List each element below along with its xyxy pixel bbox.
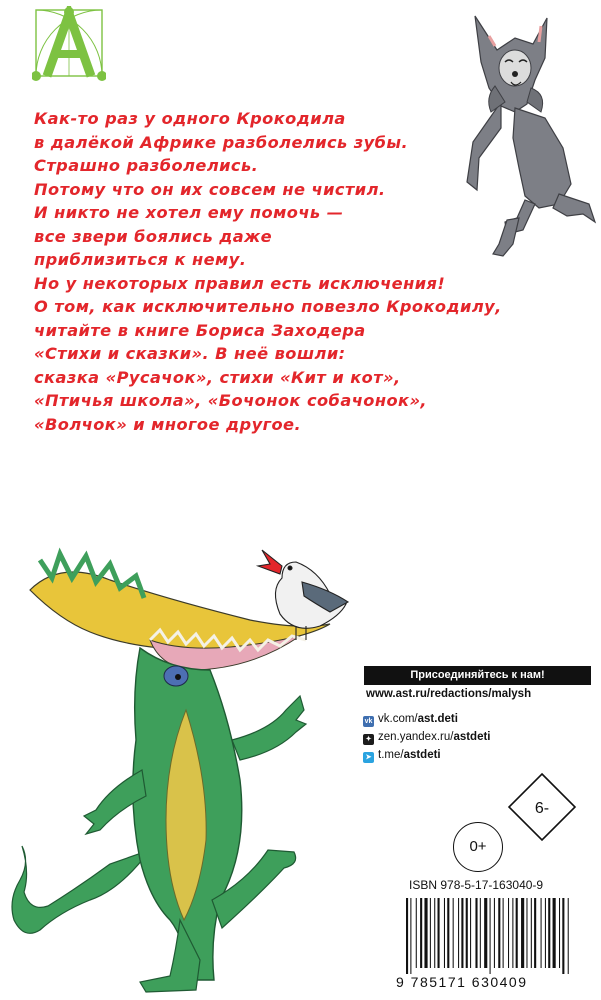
barcode-stripe xyxy=(548,898,550,968)
barcode-stripe xyxy=(406,898,408,974)
blurb-line: читайте в книге Бориса Заходера xyxy=(34,320,366,340)
barcode-stripe xyxy=(526,898,527,968)
barcode-stripe xyxy=(420,898,422,968)
vk-icon: vk xyxy=(364,718,373,725)
barcode-stripe xyxy=(534,898,536,968)
blurb-line: все звери боялись даже xyxy=(34,226,273,246)
social-handle: ast.deti xyxy=(417,713,458,725)
publisher-website-link[interactable]: www.ast.ru/redactions/malysh xyxy=(366,688,532,700)
barcode-stripe xyxy=(512,898,513,968)
barcode-stripe xyxy=(568,898,569,974)
barcode-stripe xyxy=(444,898,445,968)
social-prefix: zen.yandex.ru/ xyxy=(378,731,454,743)
join-us-banner: Присоединяйтесь к нам! xyxy=(364,666,591,685)
blurb-line: приблизиться к нему. xyxy=(34,250,247,269)
barcode-stripe xyxy=(453,898,454,968)
barcode-stripe xyxy=(458,898,459,968)
isbn-label: ISBN 978-5-17-163040-9 xyxy=(409,878,544,892)
blurb-line: И никто не хотел ему помочь — xyxy=(34,203,344,222)
barcode-stripe xyxy=(559,898,560,968)
crocodile-illustration xyxy=(0,520,365,1000)
barcode-stripe xyxy=(410,898,411,974)
blurb-line: в далёкой Африке разболелись зубы. xyxy=(34,132,409,152)
telegram-icon: ➤ xyxy=(363,752,374,763)
social-link-telegram[interactable] xyxy=(363,748,441,762)
social-prefix: vk.com/ xyxy=(378,713,418,725)
blurb-line: Страшно разболелись. xyxy=(34,156,259,175)
blurb-line: «Стихи и сказки». В неё вошли: xyxy=(34,344,346,363)
barcode-stripe xyxy=(430,898,431,968)
blurb-line: Потому что он их совсем не чистил. xyxy=(34,179,386,199)
blurb-line: сказка «Русачок», стихи «Кит и кот», xyxy=(34,367,401,387)
barcode-stripe xyxy=(416,898,417,968)
barcode-stripe xyxy=(461,898,463,968)
barcode-stripe xyxy=(466,898,468,968)
barcode-stripe xyxy=(562,898,564,974)
barcode-stripe xyxy=(494,898,495,968)
blurb-line: О том, как исключительно повезло Крокодилу, xyxy=(34,297,502,316)
social-handle: astdeti xyxy=(403,749,441,761)
barcode-stripe xyxy=(545,898,546,968)
barcode-stripe xyxy=(498,898,500,968)
barcode-stripe xyxy=(470,898,471,968)
barcode-stripe xyxy=(434,898,435,968)
barcode-stripe xyxy=(521,898,524,968)
barcode-stripe xyxy=(475,898,477,968)
social-handle: astdeti xyxy=(453,731,491,743)
age-rating-diamond xyxy=(507,772,577,842)
barcode-stripe xyxy=(424,898,427,968)
barcode-stripe xyxy=(503,898,504,968)
barcode-stripe xyxy=(490,898,491,974)
blurb-line: «Птичья школа», «Бочонок собачонок», xyxy=(34,391,428,410)
barcode-stripe xyxy=(553,898,556,968)
barcode-stripe xyxy=(516,898,518,968)
blurb-line: Но у некоторых правил есть исключения! xyxy=(34,273,446,293)
blurb-line: «Волчок» и многое другое. xyxy=(34,414,302,434)
publisher-logo xyxy=(32,6,106,82)
age-rating-diamond-label: 6- xyxy=(534,800,550,817)
social-link-zen[interactable] xyxy=(363,730,491,744)
barcode xyxy=(396,896,596,974)
book-blurb xyxy=(34,107,504,436)
barcode-stripe xyxy=(541,898,542,968)
age-rating-circle: 0+ xyxy=(453,822,503,872)
barcode-stripe xyxy=(438,898,440,968)
barcode-stripe xyxy=(508,898,509,968)
social-prefix: t.me/ xyxy=(378,749,404,761)
barcode-stripe xyxy=(447,898,449,968)
social-link-vk[interactable] xyxy=(363,712,458,726)
barcode-stripe xyxy=(531,898,532,968)
zen-icon: ✦ xyxy=(363,734,374,745)
barcode-number: 9 785171 630409 xyxy=(396,974,528,990)
barcode-stripe xyxy=(484,898,487,968)
blurb-line: Как-то раз у одного Крокодила xyxy=(34,109,346,128)
barcode-stripe xyxy=(480,898,481,968)
